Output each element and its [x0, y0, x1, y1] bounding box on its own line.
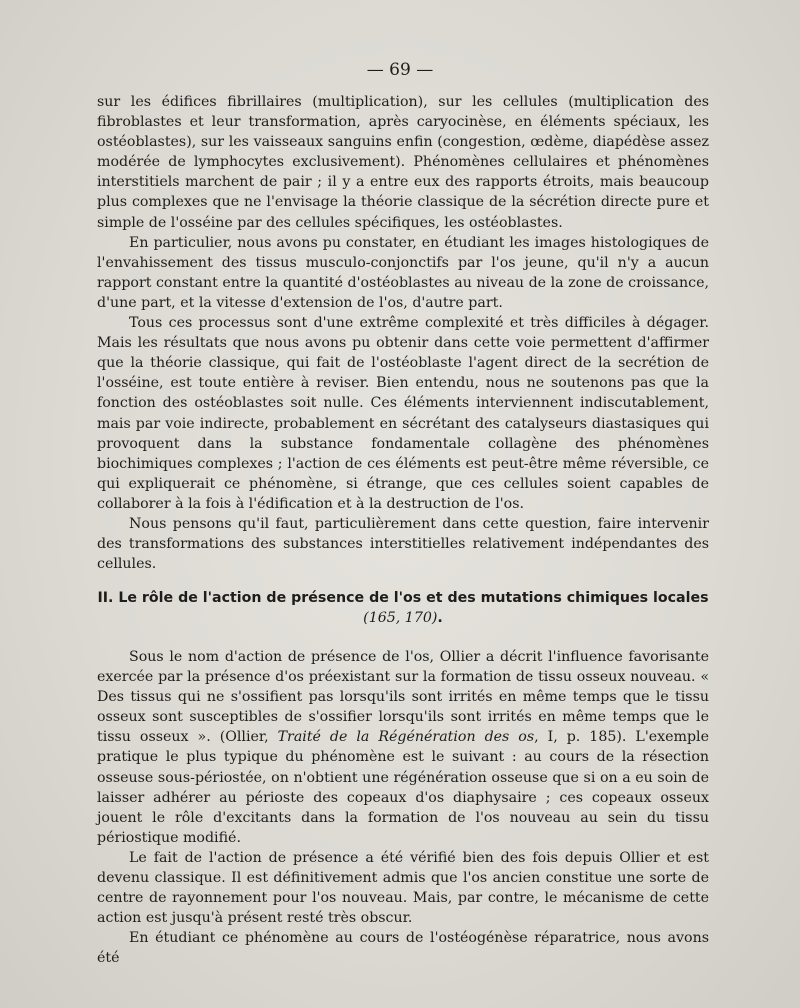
- paragraph-complexity: Tous ces processus sont d'une extrême complexité et très difficiles à dégager. Mais les résultats que nous avons pu obtenir dans cette voie permettent d'affirmer que la théorie classique, qui fait de l'ostéoblaste l'agent direct de la secrétion de l'osséine, est toute entière à reviser. Bien entendu, nous ne soutenons pas que la fonction des ostéoblastes soit nulle. Ces éléments interviennent indiscutablement, mais par voie indirecte, probablement en sécrétant des catalyseurs diastasiques qui provoquent dans la substance fondamentale collagène des phénomènes biochimiques complexes ; l'action de ces éléments est peut-être même réversible, ce qui expliquerait ce phénomène, si étrange, que ces cellules soient capables de collaborer à la fois à l'édification et à la destruction de l'os.: [97, 315, 709, 512]
- paragraph-ollier: [97, 647, 709, 848]
- section-heading-end: .: [437, 610, 443, 626]
- paragraph-classic-fact: Le fait de l'action de présence a été vérifié bien des fois depuis Ollier et est devenu classique. Il est définitivement admis que l'os ancien constitue une sorte de centre de rayonnement pour l'os nouveau. Mais, par contre, le mécanisme de cette action est jusqu'à présent resté très obscur.: [97, 849, 709, 927]
- section-heading-refs: (165, 170): [363, 610, 438, 626]
- section-heading: [97, 588, 709, 628]
- paragraph-continuation: sur les édifices fibrillaires (multiplication), sur les cellules (multiplication des fibroblastes et leur transformation, après caryocinèse, en éléments spéciaux, les ostéoblastes), sur les vaisseaux sanguins enfin (congestion, œdème, diapédèse assez modérée de lymphocytes exclusivement). Phénomènes cellulaires et phénomènes interstitiels marchent de pair ; il y a entre eux des rapports étroits, mais beaucoup plus complexes que ne l'envisage la théorie classique de la sécrétion directe pure et simple de l'osséine par des cellules spécifiques, les ostéoblastes.: [97, 94, 709, 231]
- ollier-text-before: Sous le nom d'action de présence de l'os, Ollier a décrit l'influence favorisante exercée par la présence d'os préexistant sur la formation de tissu osseux nouveau. « Des tissus qui ne s'ossifient pas lorsqu'ils sont irrités en même temps que le tissu osseux sont susceptibles de s'ossifier lorsqu'ils sont irrités en même temps que le tissu osseux ». (Ollier,: [97, 649, 709, 746]
- ollier-text-after: , I, p. 185). L'exemple pratique le plus typique du phénomène est le suivant : au cours de la résection osseuse sous-périostée, on n'obtient une régénération osseuse que si on a eu soin de laisser adhérer au périoste des copeaux d'os diaphysaire ; ces copeaux osseux jouent le rôle d'excitants dans la formation de l'os nouveau au sein du tissu périostique modifié.: [97, 729, 709, 846]
- page-number: — 69 —: [366, 60, 434, 80]
- body-text-bottom: [97, 647, 709, 969]
- ollier-book-title: Traité de la Régénération des os: [277, 729, 535, 746]
- body-text-top: [97, 92, 709, 574]
- section-heading-text: II. Le rôle de l'action de présence de l'os et des mutations chimiques locales: [97, 590, 709, 606]
- paragraph-study-start: En étudiant ce phénomène au cours de l'ostéogénèse réparatrice, nous avons été: [97, 930, 709, 967]
- paragraph-osteoblast-count: En particulier, nous avons pu constater, en étudiant les images histologiques de l'envahissement des tissus musculo-conjonctifs par l'os jeune, qu'il n'y a aucun rapport constant entre la quantité d'ostéoblastes au niveau de la zone de croissance, d'une part, et la vitesse d'extension de l'os, d'autre part.: [97, 234, 709, 311]
- paragraph-interstitial: Nous pensons qu'il faut, particulièrement dans cette question, faire intervenir des transformations des substances interstitielles relativement indépendantes des cellules.: [97, 515, 709, 573]
